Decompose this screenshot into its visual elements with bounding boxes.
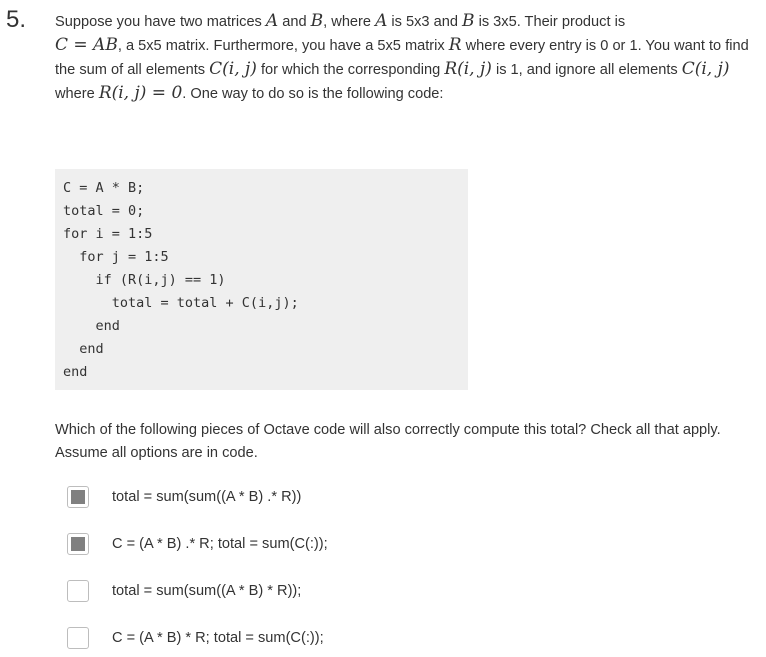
math-Rij-eq-0: R(i, j) = 0 — [98, 83, 183, 103]
which-question: Which of the following pieces of Octave code will also correctly compute this total? Check all that apply. Assume all options are in code. — [55, 422, 721, 461]
math-R: R — [448, 35, 462, 55]
math-Cij: C(i, j) — [681, 59, 730, 79]
prompt-text: for which the corresponding — [256, 62, 445, 78]
option-4-label: C = (A * B) * R; total = sum(C(:)); — [112, 630, 324, 646]
math-Rij: R(i, j) — [444, 59, 492, 79]
prompt-text: is 5x3 and — [387, 14, 463, 30]
option-3-checkbox[interactable] — [67, 580, 89, 602]
option-3[interactable] — [67, 579, 301, 603]
question-number: 5. — [6, 6, 27, 33]
prompt-text: Suppose you have two matrices — [55, 14, 266, 30]
math-A: A — [265, 11, 279, 31]
option-2-checkbox[interactable] — [67, 533, 89, 555]
math-C-eq-AB: C = AB — [55, 35, 118, 55]
question-prompt — [55, 10, 755, 106]
option-1-label: total = sum(sum((A * B) .* R)) — [112, 489, 302, 505]
prompt-text: , a 5x5 matrix. Furthermore, you have a 5x5 matrix — [117, 38, 449, 54]
option-4-checkbox[interactable] — [67, 627, 89, 649]
prompt-text: . One way to do so is the following code: — [182, 86, 444, 102]
math-B: B — [462, 11, 475, 31]
option-2[interactable] — [67, 532, 328, 556]
option-1-checkbox[interactable] — [67, 486, 89, 508]
prompt-text: is 1, and ignore all elements — [491, 62, 682, 78]
prompt-text: , where — [323, 14, 376, 30]
prompt-text: is 3x5. Their product is — [474, 14, 626, 30]
prompt-text: where every entry is 0 or 1. You want to find the sum of all elements — [55, 38, 749, 78]
option-4[interactable] — [67, 626, 324, 650]
math-A: A — [375, 11, 388, 31]
code-text: C = A * B; total = 0; for i = 1:5 for j = 1:5 if (R(i,j) == 1) total = total + C(i,j); end end end — [63, 180, 299, 380]
math-Cij: C(i, j) — [209, 59, 257, 79]
option-1[interactable] — [67, 485, 301, 509]
prompt-text: and — [278, 14, 311, 30]
math-B: B — [310, 11, 324, 31]
prompt-text: where — [55, 86, 99, 102]
code-block — [55, 169, 468, 390]
option-2-label: C = (A * B) .* R; total = sum(C(:)); — [112, 536, 328, 552]
option-3-label: total = sum(sum((A * B) * R)); — [112, 583, 302, 599]
